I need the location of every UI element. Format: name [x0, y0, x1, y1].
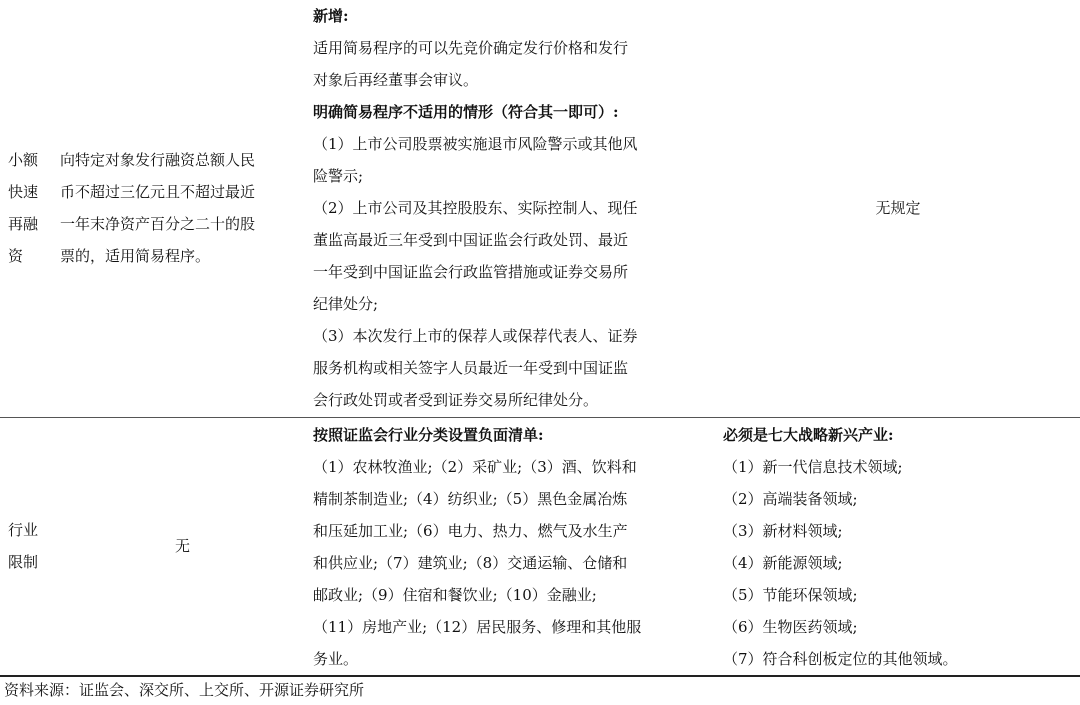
rules-line: 纪律处分;	[313, 295, 379, 313]
row2-category	[8, 514, 48, 578]
rules-line: （3）本次发行上市的保荐人或保荐代表人、证券	[313, 327, 638, 345]
source-note-text: 资料来源：证监会、深交所、上交所、开源证券研究所	[4, 681, 365, 699]
star-line: （4）新能源领域;	[723, 554, 843, 572]
category-line: 限制	[8, 553, 39, 571]
row2-star-market	[723, 419, 1078, 675]
rules-line: （11）房地产业;（12）居民服务、修理和其他服	[313, 618, 642, 636]
star-line: （6）生物医药领域;	[723, 618, 858, 636]
row1-category	[8, 144, 48, 272]
row-divider	[0, 417, 1080, 418]
rules-line: 服务机构或相关签字人员最近一年受到中国证监	[313, 359, 629, 377]
star-line: （3）新材料领域;	[723, 522, 843, 540]
row1-shanghai-rules	[313, 0, 718, 416]
condition-line: 币不超过三亿元且不超过最近	[60, 183, 256, 201]
row2-condition	[60, 530, 305, 562]
category-line: 资	[8, 247, 24, 265]
rules-line: 一年受到中国证监会行政监管措施或证券交易所	[313, 263, 629, 281]
rules-line: 适用简易程序的可以先竞价确定发行价格和发行	[313, 39, 629, 57]
star-heading: 必须是七大战略新兴产业:	[723, 426, 894, 444]
row1-star-market	[720, 192, 1076, 224]
rules-heading: 按照证监会行业分类设置负面清单:	[313, 426, 544, 444]
row2-shanghai-rules	[313, 419, 718, 675]
condition-text: 无	[174, 537, 190, 555]
rules-heading: 新增:	[313, 7, 349, 25]
star-text: 无规定	[875, 199, 921, 217]
category-line: 行业	[8, 521, 39, 539]
condition-line: 向特定对象发行融资总额人民	[60, 151, 256, 169]
rules-line: 险警示;	[313, 167, 364, 185]
category-line: 快速	[8, 183, 39, 201]
rules-heading: 明确简易程序不适用的情形（符合其一即可）:	[313, 103, 619, 121]
star-line: （1）新一代信息技术领域;	[723, 458, 903, 476]
rules-line: （1）上市公司股票被实施退市风险警示或其他风	[313, 135, 638, 153]
rules-line: 对象后再经董事会审议。	[313, 71, 479, 89]
category-line: 小额	[8, 151, 39, 169]
rules-line: 邮政业;（9）住宿和餐饮业;（10）金融业;	[313, 586, 597, 604]
rules-line: （1）农林牧渔业;（2）采矿业;（3）酒、饮料和	[313, 458, 637, 476]
star-line: （5）节能环保领域;	[723, 586, 858, 604]
rules-line: 务业。	[313, 650, 359, 668]
star-line: （7）符合科创板定位的其他领域。	[723, 650, 958, 668]
rules-line: （2）上市公司及其控股股东、实际控制人、现任	[313, 199, 638, 217]
rules-line: 会行政处罚或者受到证券交易所纪律处分。	[313, 391, 599, 409]
star-line: （2）高端装备领域;	[723, 490, 858, 508]
rules-line: 和供应业;（7）建筑业;（8）交通运输、仓储和	[313, 554, 628, 572]
rules-line: 精制茶制造业;（4）纺织业;（5）黑色金属冶炼	[313, 490, 628, 508]
rules-line: 和压延加工业;（6）电力、热力、燃气及水生产	[313, 522, 628, 540]
category-line: 再融	[8, 215, 39, 233]
source-note	[4, 676, 904, 705]
condition-line: 票的，适用简易程序。	[60, 247, 211, 265]
condition-line: 一年末净资产百分之二十的股	[60, 215, 256, 233]
row1-condition	[60, 144, 310, 272]
rules-line: 董监高最近三年受到中国证监会行政处罚、最近	[313, 231, 629, 249]
